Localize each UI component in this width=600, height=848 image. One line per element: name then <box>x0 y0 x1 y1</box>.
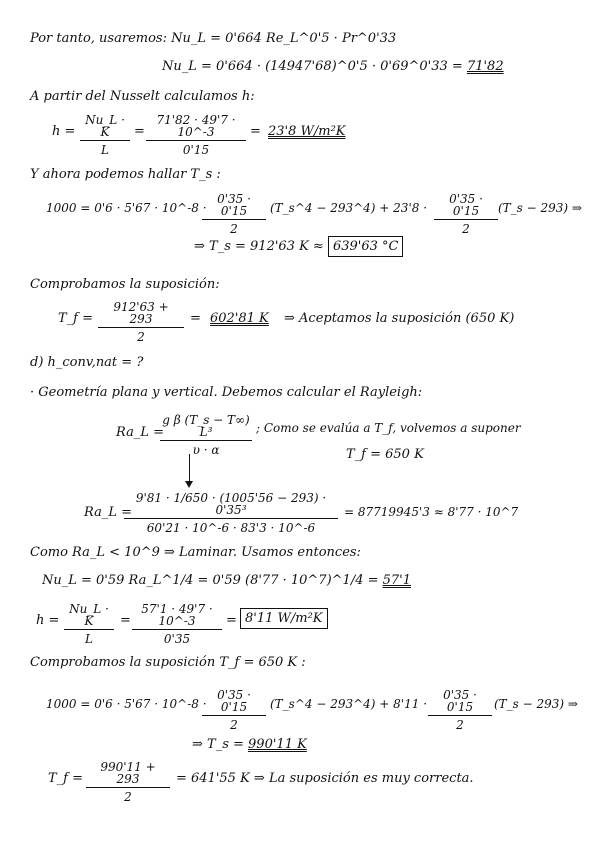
equals-sign: = <box>190 311 201 326</box>
rayleigh-calc-fraction <box>124 492 338 534</box>
text-line-2 <box>162 60 504 73</box>
balance-2-part-c: (T_s − 293) ⇒ <box>494 697 578 711</box>
fraction-numerator: 0'35 · 0'15 <box>202 689 266 716</box>
fraction-denominator: 2 <box>462 222 470 236</box>
fraction-denominator: 0'35 <box>163 632 191 646</box>
fraction-denominator: 2 <box>124 790 132 804</box>
text-line-1: Por tanto, usaremos: Nu_L = 0'664 Re_L^0'5 · Pr^0'33 <box>30 31 397 46</box>
fraction-denominator: 60'21 · 10^-6 · 83'3 · 10^-6 <box>146 521 316 535</box>
tf-fraction <box>98 301 184 343</box>
fraction-denominator: 2 <box>137 330 145 344</box>
balance-2-part-b: (T_s^4 − 293^4) + 8'11 · <box>270 697 428 711</box>
rayleigh-note: ; Como se evalúa a T_f, volvemos a suponer <box>256 421 521 435</box>
equals-sign: = <box>120 613 131 628</box>
down-arrow-icon <box>189 454 190 482</box>
text-line-18: Comprobamos la suposición T_f = 650 K : <box>30 655 306 670</box>
balance-1-part-c: (T_s − 293) ⇒ <box>498 201 582 215</box>
ts-result-line <box>194 240 403 253</box>
fraction-numerator: 0'35 · 0'15 <box>434 193 498 220</box>
h-natural-label: h = <box>36 613 60 628</box>
fraction-denominator: 2 <box>230 222 238 236</box>
fraction-denominator: υ · α <box>192 443 220 457</box>
equals-sign: = <box>134 124 145 139</box>
nusselt-natural-result: 57'1 <box>382 573 412 588</box>
balance-2-part-a: 1000 = 0'6 · 5'67 · 10^-8 · <box>46 697 207 711</box>
fraction-numerator: g β (T_s − T∞) L³ <box>160 414 252 441</box>
nusselt-natural-line <box>42 574 411 587</box>
h-fraction-2-numerator: 71'82 · 49'7 · 10^-3 <box>146 114 246 141</box>
nusselt-natural-calc: Nu_L = 0'59 Ra_L^1/4 = 0'59 (8'77 · 10^7)^1/4 = <box>42 573 383 588</box>
fraction-denominator: L <box>85 632 93 646</box>
fraction-numerator: 57'1 · 49'7 · 10^-3 <box>132 603 222 630</box>
fraction-numerator: 990'11 + 293 <box>86 761 170 788</box>
ts-value: ⇒ T_s = 912'63 K ≈ <box>194 239 328 254</box>
h-fraction-2-denominator: 0'15 <box>182 143 210 157</box>
balance-1-part-b: (T_s^4 − 293^4) + 23'8 · <box>270 201 428 215</box>
text-line-8: Comprobamos la suposición: <box>30 277 220 292</box>
balance-2-fraction-1 <box>202 689 266 731</box>
h-natural-fraction-2 <box>132 603 222 645</box>
section-d-heading: d) h_conv,nat = ? <box>30 355 144 370</box>
h-fraction-1-denominator: L <box>101 143 109 157</box>
nusselt-result: 71'82 <box>466 59 504 74</box>
fraction-numerator: 912'63 + 293 <box>98 301 184 328</box>
ts-celsius-box: 639'63 °C <box>328 236 404 257</box>
rayleigh-calc-label: Ra_L = <box>84 505 132 520</box>
equals-sign: = <box>250 124 261 139</box>
text-line-3: A partir del Nusselt calculamos h: <box>30 89 255 104</box>
ts2-result-line <box>192 738 307 751</box>
rayleigh-calc-result: = 87719945'3 ≈ 8'77 · 10^7 <box>344 505 519 519</box>
text-line-5: Y ahora podemos hallar T_s : <box>30 167 221 182</box>
tf-conclusion: ⇒ Aceptamos la suposición (650 K) <box>284 311 515 326</box>
nusselt-calc: Nu_L = 0'664 · (14947'68)^0'5 · 0'69^0'33 = <box>162 59 467 74</box>
balance-1-part-a: 1000 = 0'6 · 5'67 · 10^-8 · <box>46 201 207 215</box>
fraction-numerator: 0'35 · 0'15 <box>202 193 266 220</box>
h-natural-result: 8'11 W/m²K <box>240 608 328 629</box>
tf-label: T_f = <box>58 311 94 326</box>
balance-2-fraction-2 <box>428 689 492 731</box>
fraction-numerator: Nu_L · K <box>64 603 114 630</box>
balance-1-fraction-2 <box>434 193 498 235</box>
h-natural-result-box <box>240 612 328 625</box>
h-fraction-1 <box>80 114 130 156</box>
equals-sign: = <box>226 613 237 628</box>
text-line-15: Como Ra_L < 10^9 ⇒ Laminar. Usamos entonces: <box>30 545 361 560</box>
tf-result: 602'81 K <box>210 311 269 326</box>
fraction-numerator: 9'81 · 1/650 · (1005'56 − 293) · 0'35³ <box>124 492 338 519</box>
tf2-conclusion: = 641'55 K ⇒ La suposición es muy correcta. <box>176 771 474 786</box>
h-result: 23'8 W/m²K <box>268 124 346 139</box>
tf2-label: T_f = <box>48 771 84 786</box>
tf-assumption: T_f = 650 K <box>346 447 424 462</box>
tf2-fraction <box>86 761 170 803</box>
h-natural-fraction-1 <box>64 603 114 645</box>
fraction-numerator: 0'35 · 0'15 <box>428 689 492 716</box>
ts2-label: ⇒ T_s = <box>192 737 249 752</box>
fraction-denominator: 2 <box>230 718 238 732</box>
balance-1-fraction-1 <box>202 193 266 235</box>
h-label: h = <box>52 124 76 139</box>
fraction-denominator: 2 <box>456 718 464 732</box>
h-fraction-2 <box>146 114 246 156</box>
rayleigh-fraction <box>160 414 252 456</box>
rayleigh-label: Ra_L = <box>116 425 164 440</box>
ts2-value: 990'11 K <box>248 737 307 752</box>
text-line-11: · Geometría plana y vertical. Debemos calcular el Rayleigh: <box>30 385 423 400</box>
h-fraction-1-numerator: Nu_L · K <box>80 114 130 141</box>
